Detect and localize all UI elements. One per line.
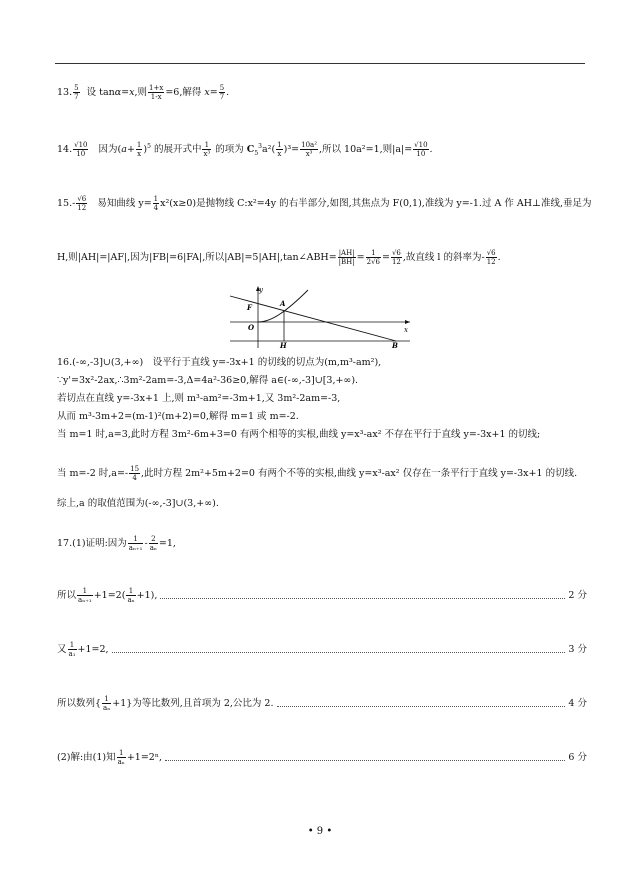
label-o: O bbox=[248, 323, 255, 332]
label-b: B bbox=[392, 341, 398, 350]
answer-15-line2: H,则|AH|=|AF|,因为|FB|=6|FA|,所以|AB|=5|AH|,tan∠ABH= $\frac{|AH|}{|BH|}$ = $\frac{1}{2√6}$ = $\frac{√6}{12}$ ,故直线 l 的斜率为- $\frac{√6}{12}$ . bbox=[57, 249, 501, 266]
leader-dots bbox=[112, 646, 566, 653]
answer-17-head: 17.(1)证明:因为 $\frac{1}{\text{aₙ₊₁}}$ - $\frac{2}{\text{aₙ}}$ =1, bbox=[57, 535, 176, 552]
label-f: F bbox=[247, 303, 252, 312]
answer-17-step1: 所以 $\frac{1}{\text{aₙ₊₁}}$ +1=2( $\frac{1}{\text{aₙ}}$ +1), 2 分 bbox=[57, 587, 587, 604]
answer-17-step4: (2)解:由(1)知 $\frac{1}{\text{aₙ}}$ +1=2ⁿ, 6 分 bbox=[57, 749, 587, 766]
parabola-figure bbox=[228, 284, 414, 350]
answer-15-line1: 15.- $\frac{√6}{12}$ 易知曲线 y= $\frac{1}{4}$ x²(x≥0)是抛物线 C:x²=4y 的右半部分,如图,其焦点为 F(0,1),准线为 y=-1.过 A 作 AH⊥准线,垂足为 bbox=[57, 195, 592, 212]
label-a: A bbox=[280, 299, 286, 308]
x-axis-arrow bbox=[405, 320, 410, 324]
answer-17-step3: 所以数列{ $\frac{1}{\text{aₙ}}$ +1}为等比数列,且首项为 2,公比为 2. 4 分 bbox=[57, 695, 587, 712]
answer-16-line4: 从而 m³-3m+2=(m-1)²(m+2)=0,解得 m=1 或 m=-2. bbox=[57, 411, 299, 422]
answer-16-line5: 当 m=1 时,a=3,此时方程 3m²-6m+3=0 有两个相等的实根,曲线 y=x³-ax² 不存在平行于直线 y=-3x+1 的切线; bbox=[57, 429, 541, 440]
leader-dots bbox=[165, 754, 565, 761]
answer-17-step2: 又 $\frac{1}{\text{a₁}}$ +1=2, 3 分 bbox=[57, 641, 587, 658]
label-x: x bbox=[404, 326, 408, 334]
answer-16-line6: 当 m=-2 时,a=- $\frac{15}{4}$ ,此时方程 2m²+5m+2=0 有两个不等的实根,曲线 y=x³-ax² 仅存在一条平行于直线 y=-3x+1 的切线. bbox=[57, 465, 578, 482]
label-y: y bbox=[259, 286, 263, 294]
score-points: 3 分 bbox=[568, 643, 587, 655]
answer-13: 13. $\frac{5}{7}$ 设 tanα=x,则 $\frac{1+x}{1-x}$ =6,解得 x= $\frac{5}{7}$ . bbox=[57, 84, 230, 101]
score-points: 6 分 bbox=[568, 751, 587, 763]
label-h: H bbox=[280, 341, 287, 350]
score-points: 2 分 bbox=[568, 589, 587, 601]
header-rule bbox=[55, 63, 585, 64]
answer-14: 14. $\frac{√10}{10}$ 因为(a+ $\frac{1}{x}$ )$^5$ 的展开式中 $\frac{1}{\text{x³}}$ 的项为 $C_5^3a^2$( $\frac{1}{x}$ )³= $\frac{\text{10a²}}{\text{x³}}$ ,所以 10a²=1,则|a|= $\frac{√10}{10}$ . bbox=[57, 141, 433, 158]
line-l bbox=[230, 296, 396, 341]
answer-16-line3: 若切点在直线 y=-3x+1 上,则 m³-am²=-3m+1,又 3m²-2am=-3, bbox=[57, 393, 341, 404]
answer-16-line1: 16.(-∞,-3]∪(3,+∞) 设平行于直线 y=-3x+1 的切线的切点为(m,m³-am²), bbox=[57, 357, 382, 368]
leader-dots bbox=[277, 700, 566, 707]
answer-16-line2: ∵y'=3x²-2ax,∴3m²-2am=-3,Δ=4a²-36≥0,解得 a∈(-∞,-3]∪[3,+∞). bbox=[57, 375, 359, 386]
answer-16-line7: 综上,a 的取值范围为(-∞,-3]∪(3,+∞). bbox=[57, 498, 219, 509]
score-points: 4 分 bbox=[568, 697, 587, 709]
page-number: • 9 • bbox=[307, 826, 333, 837]
leader-dots bbox=[160, 592, 565, 599]
